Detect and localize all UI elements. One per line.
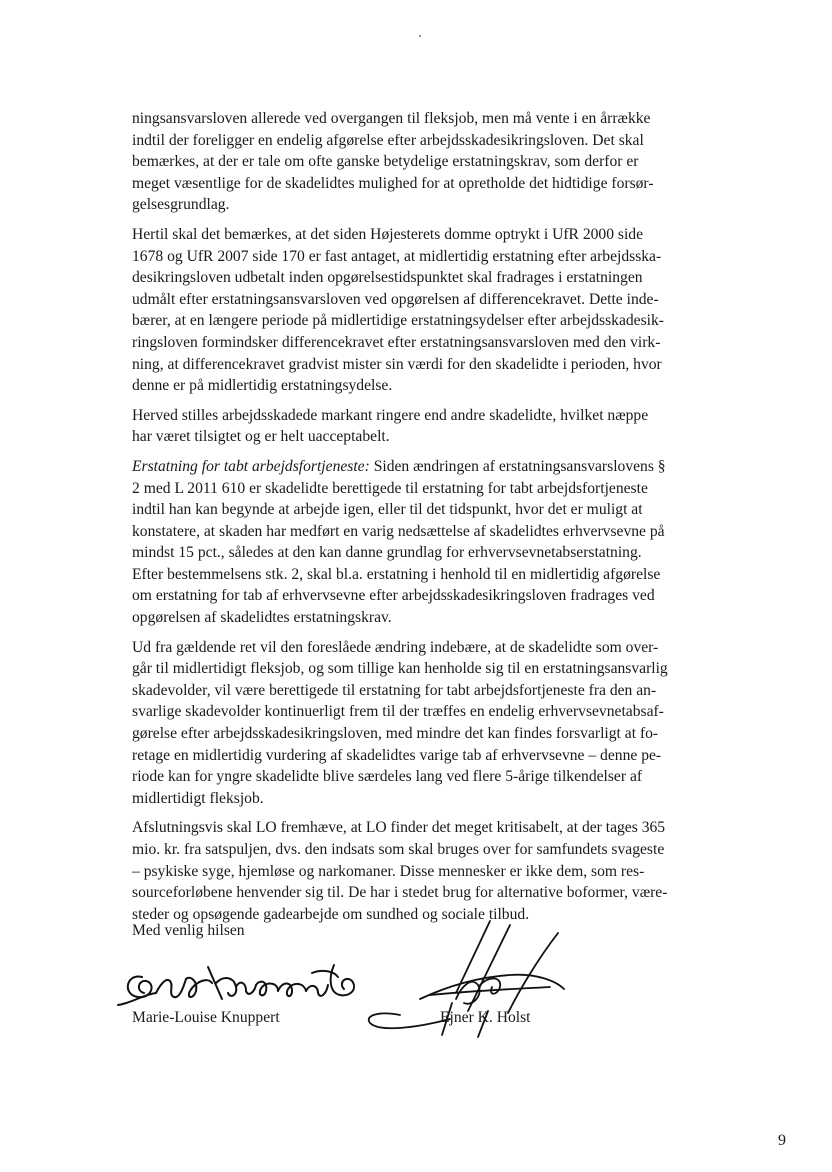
text-line: Hertil skal det bemærkes, at det siden Højesterets domme optrykt i UfR 2000 side — [132, 225, 644, 243]
text-line: opgørelsen af skadelidtes erstatningskrav. — [132, 609, 392, 627]
text-line: Herved stilles arbejdsskadede markant ringere end andre skadelidte, hvilket næppe — [132, 406, 649, 424]
closing-salutation: Med venlig hilsen — [132, 922, 245, 939]
text-line: indtil han kan begynde at arbejde igen, eller til det tidspunkt, hvor det er muligt at — [132, 501, 643, 519]
text-line: skadevolder, vil være berettigede til erstatning for tabt arbejdsfortjeneste fra den an- — [132, 681, 657, 699]
italic-lead-heading: Erstatning for tabt arbejdsfortjeneste: — [132, 457, 370, 475]
text-line: Afslutningsvis skal LO fremhæve, at LO finder det meget kritisabelt, at der tages 365 — [132, 819, 666, 837]
letter-body — [132, 108, 710, 933]
text-line: konstatere, at skaden har medført en varig nedsættelse af skadelidtes erhvervsevne på — [132, 522, 665, 540]
text-line: 1678 og UfR 2007 side 170 er fast antaget, at midlertidig erstatning efter arbejdsska- — [132, 247, 662, 265]
text-line: mindst 15 pct., således at den kan danne grundlag for erhvervsevnetabserstatning. — [132, 544, 642, 562]
text-line: har været tilsigtet og er helt uacceptabelt. — [132, 428, 390, 446]
text-line: – psykiske syge, hjemløse og narkomaner. Disse mennesker er ikke dem, som res- — [132, 862, 645, 880]
paragraph-6 — [132, 817, 710, 925]
text-line: bærer, at en længere periode på midlertidige erstatningsydelser efter arbejdsskadesik- — [132, 312, 664, 330]
text-line: sourceforløbene henvender sig til. De har i stedet brug for alternative boformer, være- — [132, 884, 668, 902]
text-line: steder og opsøgende gadearbejde om sundhed og sociale tilbud. — [132, 905, 530, 923]
text-line: mio. kr. fra satspuljen, dvs. den indsats som skal bruges over for samfundets svageste — [132, 841, 665, 858]
paragraph-5 — [132, 637, 710, 810]
text-line: denne er på midlertidig erstatningsydelse. — [132, 377, 393, 395]
text-line: gelsesgrundlag. — [132, 196, 230, 214]
text-line: 2 med L 2011 610 er skadelidte berettigede til erstatning for tabt arbejdsfortjeneste — [132, 479, 648, 497]
text-line: svarlige skadevolder kontinuerligt frem til der træffes en endelig erhvervsevnetabsaf- — [132, 703, 664, 721]
text-line: meget væsentlige for de skadelidtes mulighed for at opretholde det hidtidige forsør- — [132, 174, 654, 192]
text-line: riode kan for yngre skadelidte blive særdeles lang ved flere 5-årige tilkendelser af — [132, 768, 643, 786]
text-line — [132, 456, 710, 478]
text-line: bemærkes, at der er tale om ofte ganske betydelige erstatningskrav, som derfor er — [132, 153, 639, 171]
text-line: retage en midlertidig vurdering af skadelidtes varige tab af erhvervsevne – denne pe- — [132, 746, 662, 764]
text-line: om erstatning for tab af erhvervsevne efter arbejdsskadesikringsloven fradrages ved — [132, 587, 655, 605]
paragraph-3 — [132, 405, 710, 448]
text-line: udmålt efter erstatningsansvarsloven ved opgørelsen af differencekravet. Dette inde- — [132, 290, 659, 308]
page-number: 9 — [778, 1132, 786, 1149]
text-line: gørelse efter arbejdsskadesikringsloven, med mindre det kan findes forsvarligt at fo- — [132, 725, 659, 743]
text-line: indtil der foreligger en endelig afgørelse efter arbejdsskadesikringsloven. Det skal — [132, 131, 644, 149]
paragraph-2 — [132, 224, 710, 397]
text-line: midlertidigt fleksjob. — [132, 789, 264, 807]
text-line: ringsloven formindsker differencekravet efter erstatningsansvarsloven med den virk- — [132, 333, 661, 351]
signatory-name-knuppert: Marie-Louise Knuppert — [132, 1009, 280, 1026]
text-run: Siden ændringen af erstatningsansvarslovens § — [369, 457, 666, 475]
signatory-name-holst: Ejner K. Holst — [440, 1009, 531, 1026]
text-line: ning, at differencekravet gradvist mister sin værdi for den skadelidte i perioden, hvor — [132, 355, 662, 373]
text-line: ningsansvarsloven allerede ved overgangen til fleksjob, men må vente i en årrække — [132, 110, 651, 127]
paragraph-1 — [132, 108, 710, 216]
paragraph-4 — [132, 456, 710, 629]
text-line: Efter bestemmelsens stk. 2, skal bl.a. erstatning i henhold til en midlertidig afgørelse — [132, 565, 661, 583]
scan-speck — [419, 35, 421, 37]
text-line: desikringsloven udbetalt inden opgørelsestidspunktet skal fradrages i erstatningen — [132, 269, 643, 287]
text-line: Ud fra gældende ret vil den foreslåede ændring indebære, at de skadelidte som over- — [132, 638, 659, 656]
text-line: går til midlertidigt fleksjob, og som tillige kan henholde sig til en erstatningsansvarlig — [132, 660, 668, 678]
